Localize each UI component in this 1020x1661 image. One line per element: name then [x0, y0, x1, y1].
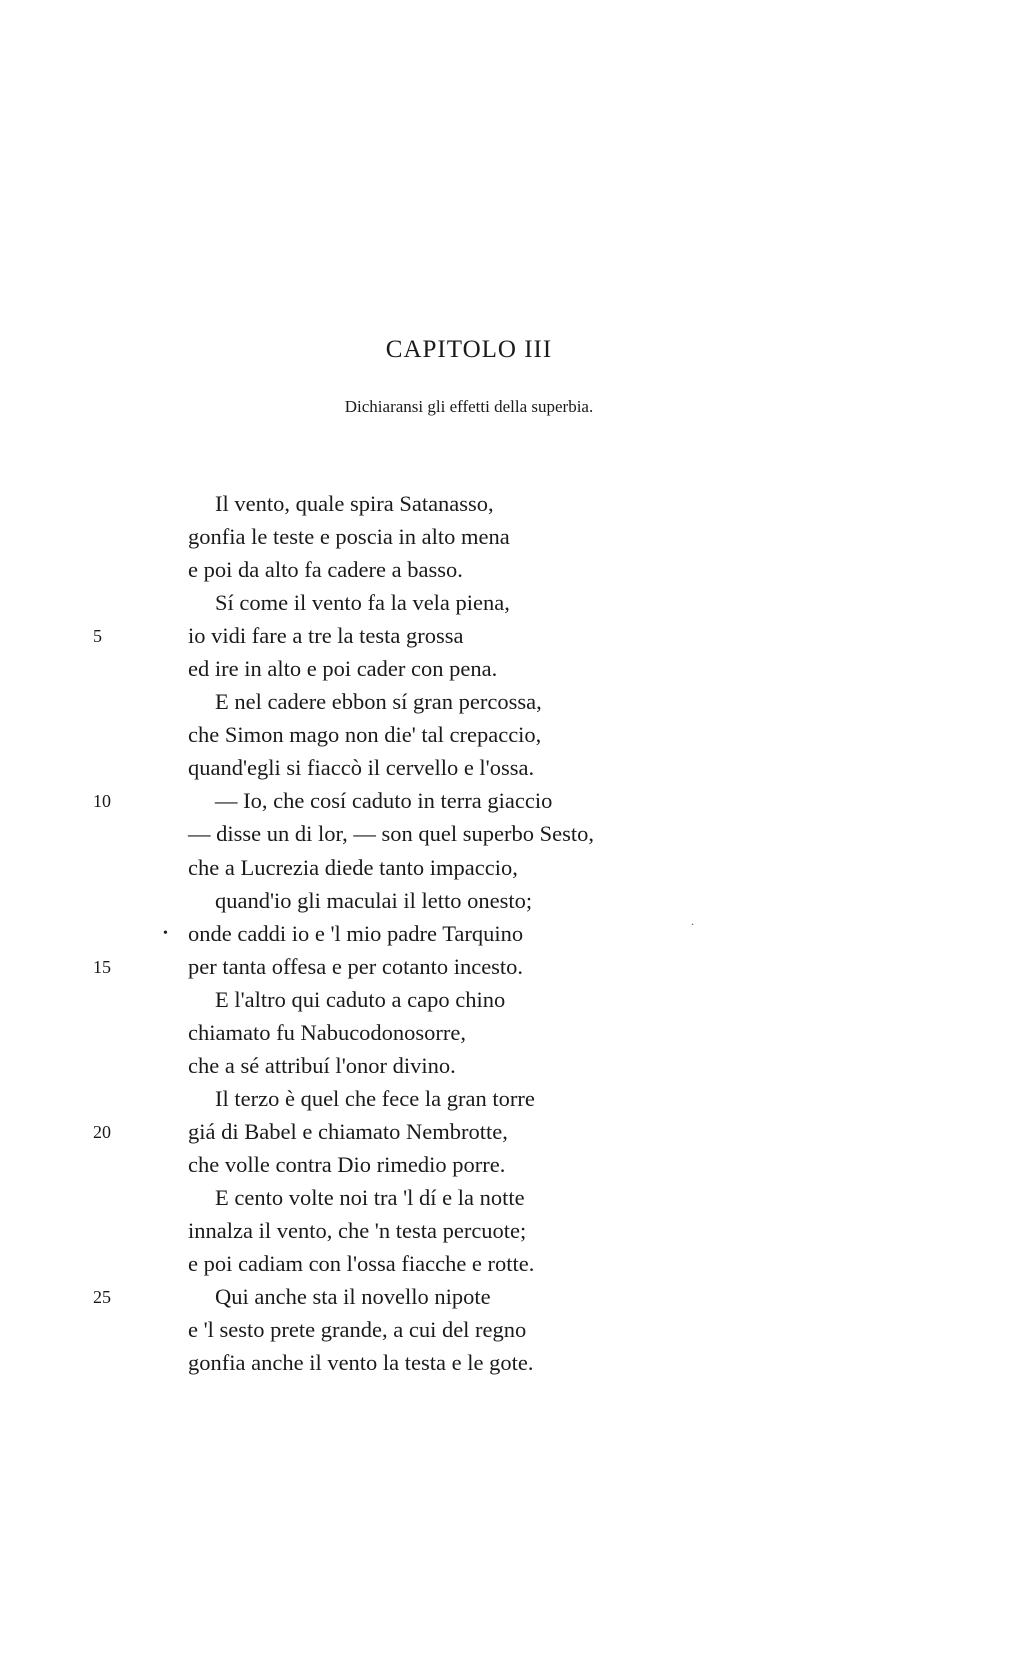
verse-text: E l'altro qui caduto a capo chino	[215, 986, 506, 1012]
verse-line	[0, 1148, 1020, 1181]
verse-line	[0, 884, 1020, 917]
verse-text: quand'egli si fiaccò il cervello e l'ossa.	[188, 755, 535, 781]
verse-text: onde caddi io e 'l mio padre Tarquino	[188, 920, 524, 946]
verse-line	[0, 1313, 1020, 1346]
verse-line	[0, 553, 1020, 586]
verse-line	[0, 917, 1020, 950]
verse-text: Il terzo è quel che fece la gran torre	[215, 1085, 535, 1111]
verse-text: innalza il vento, che 'n testa percuote;	[188, 1218, 527, 1244]
verse-line	[0, 1115, 1020, 1148]
chapter-subtitle: Dichiaransi gli effetti della superbia.	[344, 397, 594, 416]
verse-text: io vidi fare a tre la testa grossa	[188, 623, 464, 649]
verse-text: E cento volte noi tra 'l dí e la notte	[215, 1184, 525, 1210]
verse-line	[0, 586, 1020, 619]
verse-line	[0, 1181, 1020, 1214]
verse-line	[0, 1280, 1020, 1313]
chapter-title: CAPITOLO III	[385, 336, 553, 363]
verse-number: 25	[93, 1287, 111, 1308]
verse-text: per tanta offesa e per cotanto incesto.	[188, 953, 524, 979]
verse-text: Qui anche sta il novello nipote	[215, 1284, 491, 1310]
verse-text: Il vento, quale spira Satanasso,	[215, 491, 494, 516]
verse-line	[0, 619, 1020, 652]
verse-line	[0, 1214, 1020, 1247]
verse-line	[0, 751, 1020, 784]
verse-line	[0, 817, 1020, 850]
verse-text: Sí come il vento fa la vela piena,	[215, 590, 510, 616]
verse-text: che volle contra Dio rimedio porre.	[188, 1151, 506, 1177]
verse-number: 10	[93, 791, 111, 812]
verse-text: e poi cadiam con l'ossa fiacche e rotte.	[188, 1251, 535, 1277]
verse-line	[0, 950, 1020, 983]
verse-text: che Simon mago non die' tal crepaccio,	[188, 722, 542, 748]
verse-line	[0, 718, 1020, 751]
verse-line	[0, 652, 1020, 685]
verse-text: e 'l sesto prete grande, a cui del regno	[188, 1317, 527, 1343]
verse-text: e poi da alto fa cadere a basso.	[188, 557, 463, 583]
stray-mark: •	[163, 925, 168, 941]
verse-text: giá di Babel e chiamato Nembrotte,	[188, 1118, 508, 1144]
verse-text: — disse un di lor, — son quel superbo Sesto,	[188, 821, 594, 847]
verse-text: — Io, che cosí caduto in terra giaccio	[215, 788, 553, 814]
poem-body	[0, 487, 1020, 1379]
verse-line	[0, 784, 1020, 817]
verse-line	[0, 1247, 1020, 1280]
verse-number: 20	[93, 1121, 111, 1142]
verse-number: 15	[93, 956, 111, 977]
verse-text: quand'io gli maculai il letto onesto;	[215, 887, 533, 913]
verse-line	[0, 520, 1020, 553]
verse-text: che a Lucrezia diede tanto impaccio,	[188, 854, 518, 880]
verse-line	[0, 983, 1020, 1016]
verse-text: gonfia le teste e poscia in alto mena	[188, 524, 510, 550]
stray-mark-right: ·	[691, 920, 695, 931]
verse-line	[0, 685, 1020, 718]
verse-line	[0, 1346, 1020, 1379]
verse-text: chiamato fu Nabucodonosorre,	[188, 1019, 467, 1045]
verse-line	[0, 487, 1020, 520]
verse-line	[0, 1082, 1020, 1115]
verse-text: gonfia anche il vento la testa e le gote.	[188, 1350, 534, 1376]
verse-number: 5	[93, 626, 102, 647]
verse-text: che a sé attribuí l'onor divino.	[188, 1052, 456, 1078]
verse-text: E nel cadere ebbon sí gran percossa,	[215, 689, 542, 715]
verse-line	[0, 1049, 1020, 1082]
verse-line	[0, 1016, 1020, 1049]
verse-line	[0, 851, 1020, 884]
verse-text: ed ire in alto e poi cader con pena.	[188, 656, 498, 682]
